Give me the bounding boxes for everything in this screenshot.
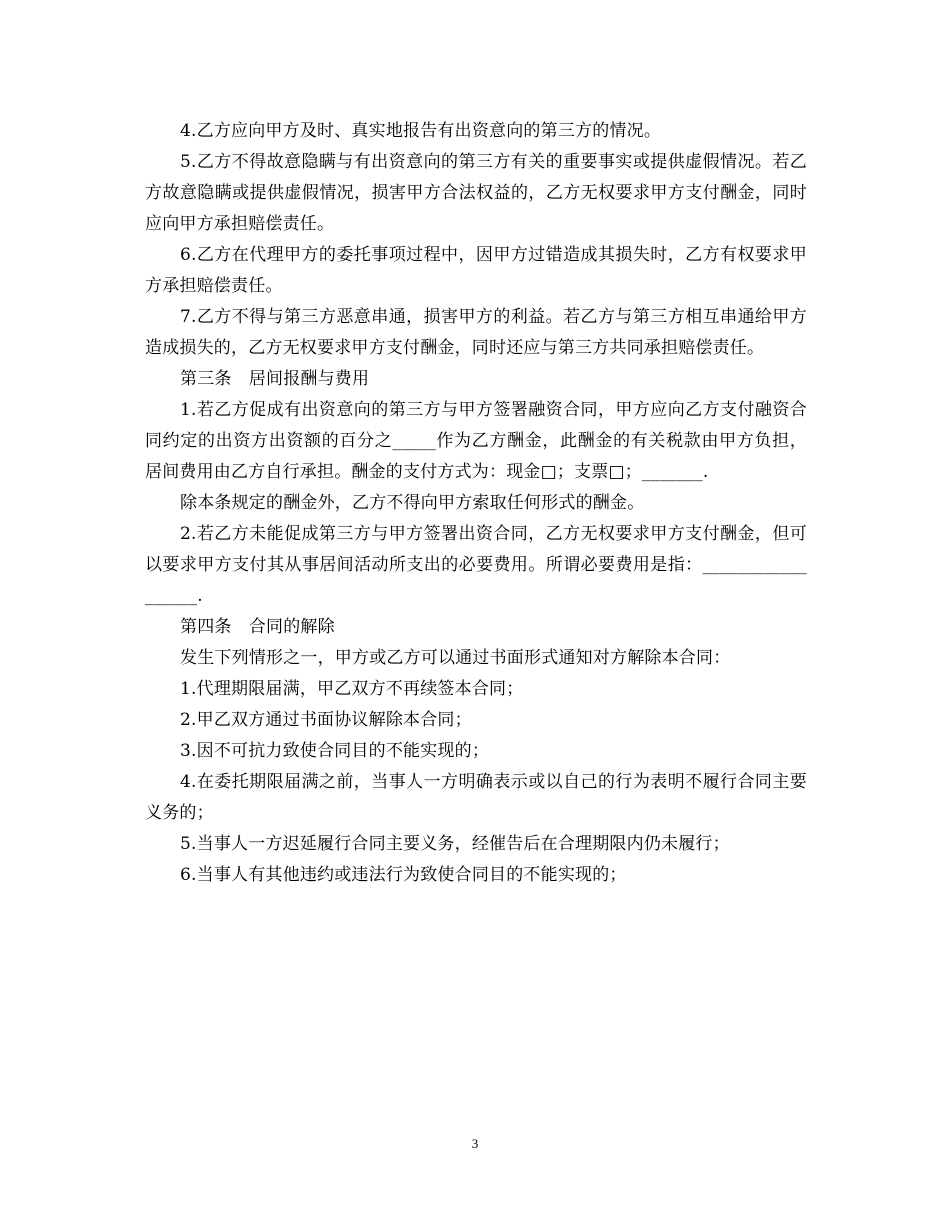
paragraph-clause-4-item-3: 3.因不可抗力致使合同目的不能实现的； bbox=[180, 741, 490, 761]
page-number: 3 bbox=[471, 1136, 479, 1151]
section-heading-article-4: 第四条 合同的解除 bbox=[180, 617, 335, 637]
paragraph-clause-4-intro: 发生下列情形之一，甲方或乙方可以通过书面形式通知对方解除本合同： bbox=[180, 648, 731, 668]
paragraph-clause-2-item-5: 5.乙方不得故意隐瞒与有出资意向的第三方有关的重要事实或提供虚假情况。若乙方故意隐瞒或提供虚假情况，损害甲方合法权益的，乙方无权要求甲方支付酬金，同时应向甲方承担赔偿责任。 bbox=[145, 152, 807, 234]
paragraph-clause-4-item-2: 2.甲乙双方通过书面协议解除本合同； bbox=[180, 710, 472, 730]
paragraph-clause-3-note: 除本条规定的酬金外，乙方不得向甲方索取任何形式的酬金。 bbox=[180, 493, 645, 513]
paragraph-clause-4-item-6: 6.当事人有其他违约或违法行为致使合同目的不能实现的； bbox=[180, 865, 627, 885]
paragraph-clause-2-item-7: 7.乙方不得与第三方恶意串通，损害甲方的利益。若乙方与第三方相互串通给甲方造成损失的，乙方无权要求甲方支付酬金，同时还应与第三方共同承担赔偿责任。 bbox=[145, 307, 807, 358]
paragraph-clause-2-item-4: 4.乙方应向甲方及时、真实地报告有出资意向的第三方的情况。 bbox=[180, 121, 662, 141]
document-body bbox=[145, 116, 807, 891]
paragraph-clause-4-item-4: 4.在委托期限届满之前，当事人一方明确表示或以自己的行为表明不履行合同主要义务的； bbox=[145, 772, 807, 823]
paragraph-clause-3-item-2: 2.若乙方未能促成第三方与甲方签署出资合同，乙方无权要求甲方支付酬金，但可以要求甲方支付其从事居间活动所支出的必要费用。所谓必要费用是指：__________________. bbox=[145, 524, 807, 606]
paragraph-clause-4-item-5: 5.当事人一方迟延履行合同主要义务，经催告后在合理期限内仍未履行； bbox=[180, 834, 730, 854]
paragraph-clause-4-item-1: 1.代理期限届满，甲乙双方不再续签本合同； bbox=[180, 679, 524, 699]
paragraph-clause-3-item-1: 1.若乙方促成有出资意向的第三方与甲方签署融资合同，甲方应向乙方支付融资合同约定的出资方出资额的百分之_____作为乙方酬金，此酬金的有关税款由甲方负担，居间费用由乙方自行承担。酬金的支付方式为：现金□；支票□；_______. bbox=[145, 400, 807, 482]
section-heading-article-3: 第三条 居间报酬与费用 bbox=[180, 369, 370, 389]
paragraph-clause-2-item-6: 6.乙方在代理甲方的委托事项过程中，因甲方过错造成其损失时，乙方有权要求甲方承担赔偿责任。 bbox=[145, 245, 807, 296]
